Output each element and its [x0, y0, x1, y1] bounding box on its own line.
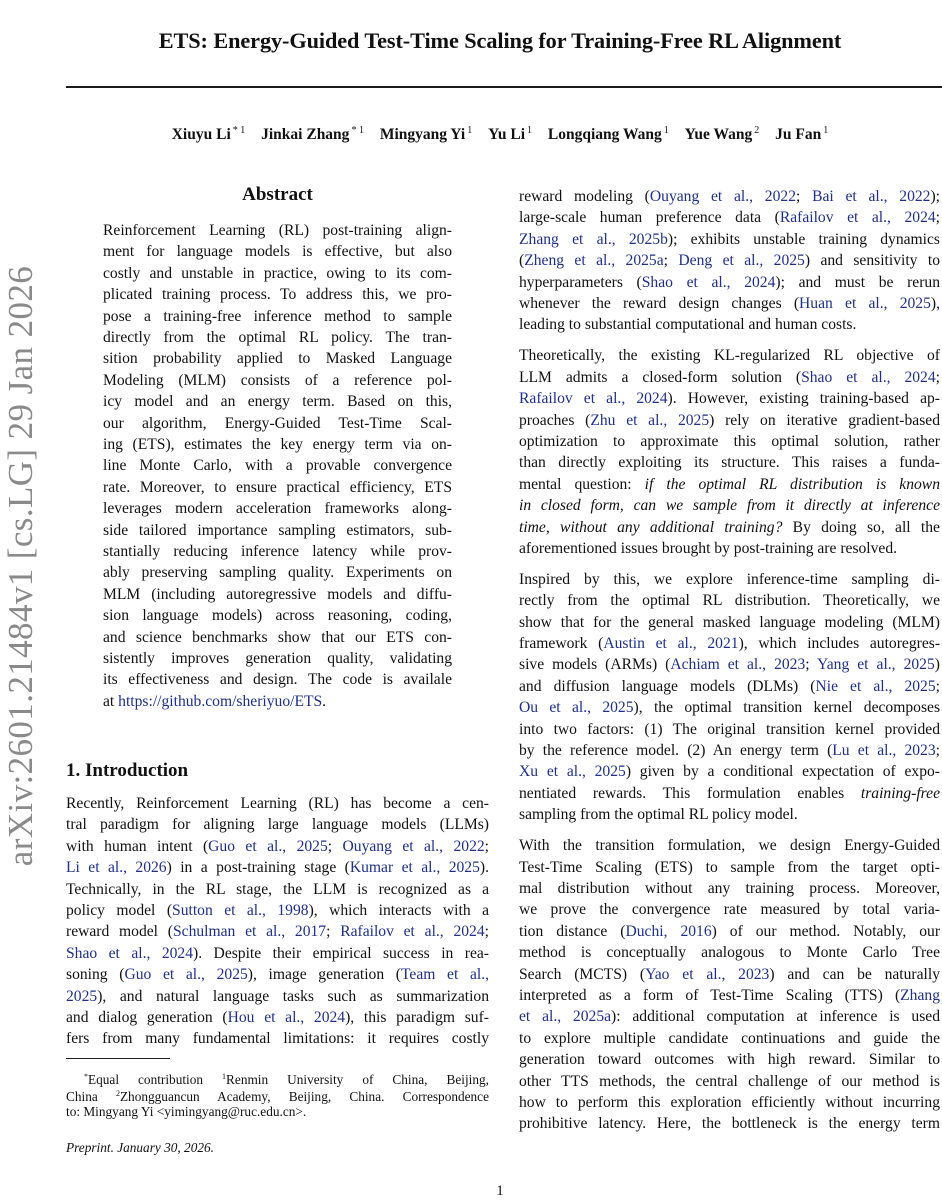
- text-run: policy model (: [66, 902, 173, 919]
- text-run: into two factors: (1) The original transition kernel provided: [519, 720, 940, 738]
- citation-link[interactable]: Zhu et al., 2025: [590, 411, 710, 429]
- text-run: );: [930, 188, 941, 205]
- author-name: Jinkai Zhang: [261, 126, 350, 143]
- text-run: ) rely on iterative gradient-based: [709, 411, 940, 429]
- text-run: (: [519, 252, 525, 270]
- text-run: ), image generation (: [247, 966, 401, 984]
- footnote-rule: [66, 1058, 170, 1059]
- text-run: Technically, in the RL stage, the LLM is recognized as a: [66, 880, 489, 898]
- paper-title: ETS: Energy-Guided Test-Time Scaling for Training-Free RL Alignment: [158, 28, 842, 53]
- text-run: large-scale human preference data (: [519, 209, 780, 227]
- text-line: [519, 719, 940, 740]
- abstract-heading: Abstract: [242, 184, 313, 205]
- abstract-line: directly from the optimal RL policy. The tran-: [103, 329, 452, 346]
- italic-text: time, without any additional training?: [519, 518, 783, 536]
- citation-link[interactable]: Huan et al., 2025: [799, 295, 931, 312]
- text-line: [519, 1028, 940, 1049]
- author-name: Mingyang Yi: [379, 126, 466, 143]
- abstract-line: our algorithm, Energy-Guided Test-Time Scal-: [103, 414, 452, 432]
- text-run: to: Mingyang Yi <yimingyang@ruc.edu.cn>.: [66, 1103, 307, 1119]
- text-run: ) given by a conditional expectation of expo-: [625, 763, 940, 781]
- abstract-line: side tailored importance sampling estimators, sub-: [103, 521, 452, 539]
- citation-link[interactable]: et al., 2025a: [519, 1008, 612, 1026]
- text-line: [519, 538, 940, 559]
- text-run: ;: [663, 252, 679, 270]
- text-line: [519, 942, 940, 963]
- citation-link[interactable]: Rafailov et al., 2024: [779, 209, 936, 227]
- text-run: ), which interacts with a: [308, 902, 489, 919]
- abstract-line: rate. Moreover, to ensure practical efficiency, ETS: [103, 478, 452, 496]
- author-name: Yue Wang: [684, 126, 753, 143]
- text-run: Theoretically, the existing KL-regularized RL objective of: [519, 347, 940, 365]
- text-line: [519, 1049, 940, 1070]
- citation-link[interactable]: Shao et al., 2024: [66, 944, 194, 962]
- text-line: [66, 964, 489, 985]
- text-run: Search (MCTS) (: [519, 965, 646, 983]
- citation-link[interactable]: Team et al.,: [400, 966, 490, 984]
- text-run: generation toward outcomes with high reward. Similar to: [519, 1051, 940, 1069]
- text-line: [519, 1092, 940, 1113]
- abstract-line: icy model and an energy term. Based on this,: [103, 393, 452, 411]
- text-line: [519, 1071, 940, 1092]
- text-line: [519, 186, 940, 207]
- text-run: ) and can be naturally: [769, 965, 941, 983]
- text-run: Renmin University of China, Beijing,: [226, 1072, 489, 1087]
- text-line: [66, 900, 489, 921]
- text-run: and diffusion language models (DLMs) (: [519, 677, 816, 695]
- text-run: tral paradigm for aligning large language models (LLMs): [66, 816, 489, 834]
- citation-link[interactable]: Ouyang et al., 2022: [649, 188, 796, 205]
- text-run: ) of our method. Notably, our: [711, 922, 941, 940]
- abstract-line: and science benchmarks show that our ETS con-: [103, 628, 452, 646]
- text-line: [519, 250, 940, 271]
- text-line: [519, 783, 940, 804]
- text-run: ).: [479, 859, 489, 877]
- text-line: [519, 293, 940, 314]
- affiliation-mark: * 1: [351, 125, 364, 136]
- citation-link[interactable]: Deng et al., 2025: [678, 252, 805, 270]
- text-run: soning (: [66, 966, 125, 984]
- text-line: [519, 569, 940, 590]
- text-run: LLM admits a closed-form solution (: [519, 368, 802, 386]
- text-run: sive models (ARMs) (: [519, 656, 671, 674]
- text-run: whenever the reward design changes (: [519, 295, 800, 312]
- text-line: [519, 345, 940, 366]
- abstract-line: stantially reducing inference latency while prov-: [103, 543, 452, 560]
- text-line: [519, 229, 940, 250]
- text-run: prohibitive latency. Here, the bottleneck is the energy term: [519, 1115, 940, 1133]
- text-run: fers from many fundamental limitations: it requires costly: [66, 1030, 489, 1048]
- text-line: [519, 761, 940, 782]
- text-line: [519, 272, 940, 293]
- text-line: [66, 1028, 489, 1049]
- italic-text: training-free: [860, 784, 940, 802]
- text-run: ), this paradigm suf-: [345, 1009, 489, 1026]
- citation-link[interactable]: Ouyang et al., 2022: [342, 837, 485, 855]
- citation-link[interactable]: Nie et al., 2025: [815, 677, 936, 695]
- text-line: [519, 367, 940, 388]
- abstract-line: costly and unstable in practice, owing to its com-: [103, 264, 452, 282]
- affiliation-mark: 1: [467, 125, 473, 136]
- citation-link[interactable]: Shao et al., 2024: [641, 273, 776, 291]
- abstract-line: plicated training process. To address this, we pro-: [103, 286, 452, 304]
- text-line: [519, 835, 940, 856]
- abstract-line: ably preserving sampling quality. Experiments on: [103, 564, 452, 582]
- text-line: [66, 986, 489, 1007]
- author: [488, 126, 532, 143]
- arxiv-identifier-stamp: arXiv:2601.21484v1 [cs.LG] 29 Jan 2026: [1, 265, 40, 867]
- text-line: [66, 1103, 489, 1120]
- citation-link[interactable]: Duchi, 2016: [625, 922, 712, 940]
- abstract-line: leverages modern acceleration frameworks along-: [103, 500, 452, 518]
- text-line: [519, 1113, 940, 1134]
- abstract-line: Modeling (MLM) consists of a reference pol-: [103, 371, 452, 389]
- text-line: [519, 207, 940, 228]
- citation-link[interactable]: Guo et al., 2025: [124, 966, 248, 984]
- citation-link[interactable]: Austin et al., 2021: [603, 635, 739, 652]
- abstract-line: sition probability applied to Masked Language: [103, 350, 452, 368]
- text-run: ;: [484, 923, 489, 941]
- citation-link[interactable]: Kumar et al., 2025: [349, 859, 480, 877]
- text-line: [66, 857, 489, 878]
- text-line: [519, 612, 940, 633]
- citation-link[interactable]: Zhang: [900, 986, 940, 1004]
- title-rule: [66, 86, 942, 88]
- text-line: [66, 836, 489, 857]
- citation-link[interactable]: Yang et al., 2025: [817, 656, 935, 674]
- abstract-line: ment for language models is effective, but also: [103, 243, 452, 261]
- text-run: show that for the general masked language modeling (MLM): [519, 613, 940, 631]
- text-run: ), which includes autoregres-: [738, 635, 941, 652]
- text-run: by the reference model. (2) An energy term (: [519, 742, 833, 759]
- text-run: ). Despite their empirical success in rea-: [193, 944, 489, 962]
- text-run: ;: [935, 368, 940, 386]
- text-run: than directly exploiting its structure. This raises a funda-: [519, 454, 940, 472]
- author: [172, 126, 246, 143]
- citation-link[interactable]: Yao et al., 2023: [645, 965, 770, 983]
- text-run: aforementioned issues brought by post-training are resolved.: [519, 539, 898, 557]
- text-run: ;: [796, 188, 813, 205]
- text-line: [519, 431, 940, 452]
- text-run: leading to substantial computational and human costs.: [519, 316, 857, 334]
- text-line: [66, 1007, 489, 1028]
- code-repository-link[interactable]: https://github.com/sheriyuo/ETS: [118, 692, 323, 710]
- text-run: we prove the convergence rate measured by total varia-: [519, 901, 940, 919]
- abstract-line: line Monte Carlo, with a provable convergence: [103, 457, 452, 475]
- citation-link[interactable]: Sutton et al., 1998: [172, 902, 309, 919]
- affiliation-mark: 2: [754, 125, 760, 136]
- text-run: mental question:: [519, 475, 645, 493]
- text-run: mal distribution without any training process. Moreover,: [519, 879, 940, 897]
- text-run: tion distance (: [519, 922, 626, 940]
- author: [261, 126, 364, 143]
- text-run: ); exhibits unstable training dynamics: [667, 230, 940, 248]
- text-run: .: [322, 692, 327, 710]
- text-run: ),: [930, 295, 940, 312]
- text-line: [519, 1006, 940, 1027]
- text-run: rectly from the optimal RL distribution. Theoretically, we: [519, 592, 940, 610]
- citation-link[interactable]: Rafailov et al., 2024: [340, 923, 485, 941]
- text-run: sampling from the optimal RL policy model.: [519, 806, 798, 824]
- text-run: ) in a post-training stage (: [166, 859, 350, 877]
- text-line: [519, 410, 940, 431]
- text-line: [519, 740, 940, 761]
- text-line: [519, 921, 940, 942]
- author-name: Xiuyu Li: [171, 126, 231, 143]
- citation-link[interactable]: Schulman et al., 2017: [172, 923, 327, 941]
- abstract-line: [103, 691, 452, 712]
- text-run: method is conceptually analogous to Monte Carlo Tree: [519, 944, 940, 962]
- text-run: With the transition formulation, we design Energy-Guided: [519, 837, 940, 855]
- text-line: [66, 879, 489, 900]
- citation-link[interactable]: Zhang et al., 2025b: [519, 230, 668, 248]
- preprint-note: Preprint. January 30, 2026.: [66, 1140, 214, 1155]
- citation-link[interactable]: Shao et al., 2024: [801, 368, 936, 386]
- text-line: [519, 676, 940, 697]
- text-line: [66, 793, 489, 814]
- author-name: Yu Li: [488, 126, 526, 143]
- author: [775, 126, 828, 143]
- citation-link[interactable]: Hou et al., 2024: [227, 1009, 346, 1026]
- text-line: [519, 452, 940, 473]
- text-run: reward modeling (: [519, 188, 650, 205]
- abstract-line: sion language models) across reasoning, coding,: [103, 607, 452, 625]
- text-line: [519, 495, 940, 516]
- text-run: and dialog generation (: [66, 1009, 228, 1026]
- text-line: [519, 474, 940, 495]
- text-run: Zhongguancun Academy, Beijing, China. Correspondence: [119, 1089, 489, 1105]
- text-run: ;: [805, 656, 818, 674]
- text-line: [519, 314, 940, 335]
- abstract-line: MLM (including autoregressive models and diffu-: [103, 585, 452, 603]
- text-line: [519, 985, 940, 1006]
- section-heading-introduction: 1. Introduction: [66, 760, 189, 781]
- text-line: [519, 878, 940, 899]
- citation-link[interactable]: Li et al., 2026: [66, 859, 167, 877]
- footnote-mark: 2: [115, 1089, 120, 1099]
- text-run: nentiated rewards. This formulation enables: [519, 784, 861, 802]
- text-run: reward model (: [66, 923, 173, 941]
- citation-link[interactable]: Ou et al., 2025: [519, 699, 634, 717]
- text-run: By doing so, all the: [782, 518, 940, 536]
- affiliation-mark: 1: [663, 125, 669, 136]
- text-line: [519, 590, 940, 611]
- text-run: ), and natural language tasks such as summarization: [97, 987, 489, 1005]
- text-run: framework (: [519, 635, 604, 652]
- text-line: [519, 804, 940, 825]
- italic-text: if the optimal RL distribution is known: [644, 475, 941, 493]
- author-name: Longqiang Wang: [547, 126, 662, 143]
- text-run: ) and sensitivity to: [804, 252, 940, 270]
- text-line: [66, 943, 489, 964]
- footnote-mark: *: [84, 1072, 88, 1081]
- affiliation-mark: 1: [823, 125, 829, 136]
- text-run: Equal contribution: [88, 1072, 223, 1087]
- author: [685, 126, 760, 143]
- text-run: with human intent (: [66, 837, 209, 855]
- page-number: 1: [496, 1183, 504, 1199]
- text-line: [519, 697, 940, 718]
- abstract-line: its effectiveness and design. The code is availale: [103, 671, 452, 689]
- text-line: [519, 633, 940, 654]
- abstract-line: pose a training-free inference method to sample: [103, 307, 452, 325]
- text-line: [66, 921, 489, 942]
- text-run: ;: [935, 742, 940, 759]
- abstract-line: sistently improves generation quality, validating: [103, 650, 452, 667]
- author: [380, 126, 472, 143]
- citation-link[interactable]: Achiam et al., 2023: [670, 656, 806, 674]
- citation-link[interactable]: Lu et al., 2023: [832, 742, 936, 759]
- text-run: proaches (: [519, 411, 591, 429]
- text-run: interpreted as a form of Test-Time Scaling (TTS) (: [519, 986, 901, 1004]
- author-name: Ju Fan: [775, 126, 822, 143]
- affiliation-mark: 1: [527, 125, 533, 136]
- text-line: [66, 814, 489, 835]
- author: [548, 126, 669, 143]
- abstract-line: ing (ETS), estimates the key energy term via on-: [103, 436, 452, 453]
- text-line: [519, 388, 940, 409]
- abstract-line: Reinforcement Learning (RL) post-training align-: [103, 222, 452, 239]
- text-run: how to perform this exploration efficiently without incurring: [519, 1093, 940, 1111]
- text-run: ). However, existing training-based ap-: [667, 390, 940, 408]
- text-run: ;: [935, 209, 941, 227]
- text-run: ;: [327, 837, 343, 855]
- text-run: ), the optimal transition kernel decomposes: [633, 699, 941, 717]
- author-list: [0, 125, 942, 144]
- citation-link[interactable]: Xu et al., 2025: [519, 763, 626, 781]
- text-run: China: [66, 1089, 116, 1105]
- text-line: [519, 517, 940, 538]
- text-run: Recently, Reinforcement Learning (RL) has become a cen-: [66, 795, 489, 812]
- text-run: at: [103, 692, 119, 710]
- text-run: ;: [935, 677, 940, 695]
- text-run: Inspired by this, we explore inference-time sampling di-: [519, 570, 940, 588]
- citation-link[interactable]: Guo et al., 2025: [208, 837, 328, 855]
- citation-link[interactable]: Rafailov et al., 2024: [519, 390, 668, 408]
- text-run: to explore multiple candidate continuations and guide the: [519, 1029, 940, 1047]
- text-line: [519, 857, 940, 878]
- text-run: optimization to approximate this optimal solution, rather: [519, 432, 940, 450]
- citation-link[interactable]: 2025: [66, 987, 98, 1005]
- text-line: [519, 964, 940, 985]
- text-run: ): [934, 656, 940, 674]
- text-run: ); and must be rerun: [775, 273, 940, 291]
- text-line: [519, 899, 940, 920]
- text-run: other TTS methods, the central challenge of our method is: [519, 1072, 940, 1090]
- text-run: ): additional computation at inference is used: [611, 1008, 940, 1026]
- text-run: ;: [484, 837, 490, 855]
- text-run: Test-Time Scaling (ETS) to sample from the target opti-: [519, 858, 940, 876]
- text-run: ;: [326, 923, 341, 941]
- text-run: hyperparameters (: [519, 273, 642, 291]
- citation-link[interactable]: Bai et al., 2022: [812, 188, 931, 205]
- affiliation-mark: * 1: [232, 125, 246, 136]
- italic-text: in closed form, can we sample from it directly at inference: [519, 497, 940, 515]
- footnote-mark: 1: [222, 1072, 227, 1081]
- text-line: [519, 654, 940, 675]
- citation-link[interactable]: Zheng et al., 2025a: [524, 252, 664, 270]
